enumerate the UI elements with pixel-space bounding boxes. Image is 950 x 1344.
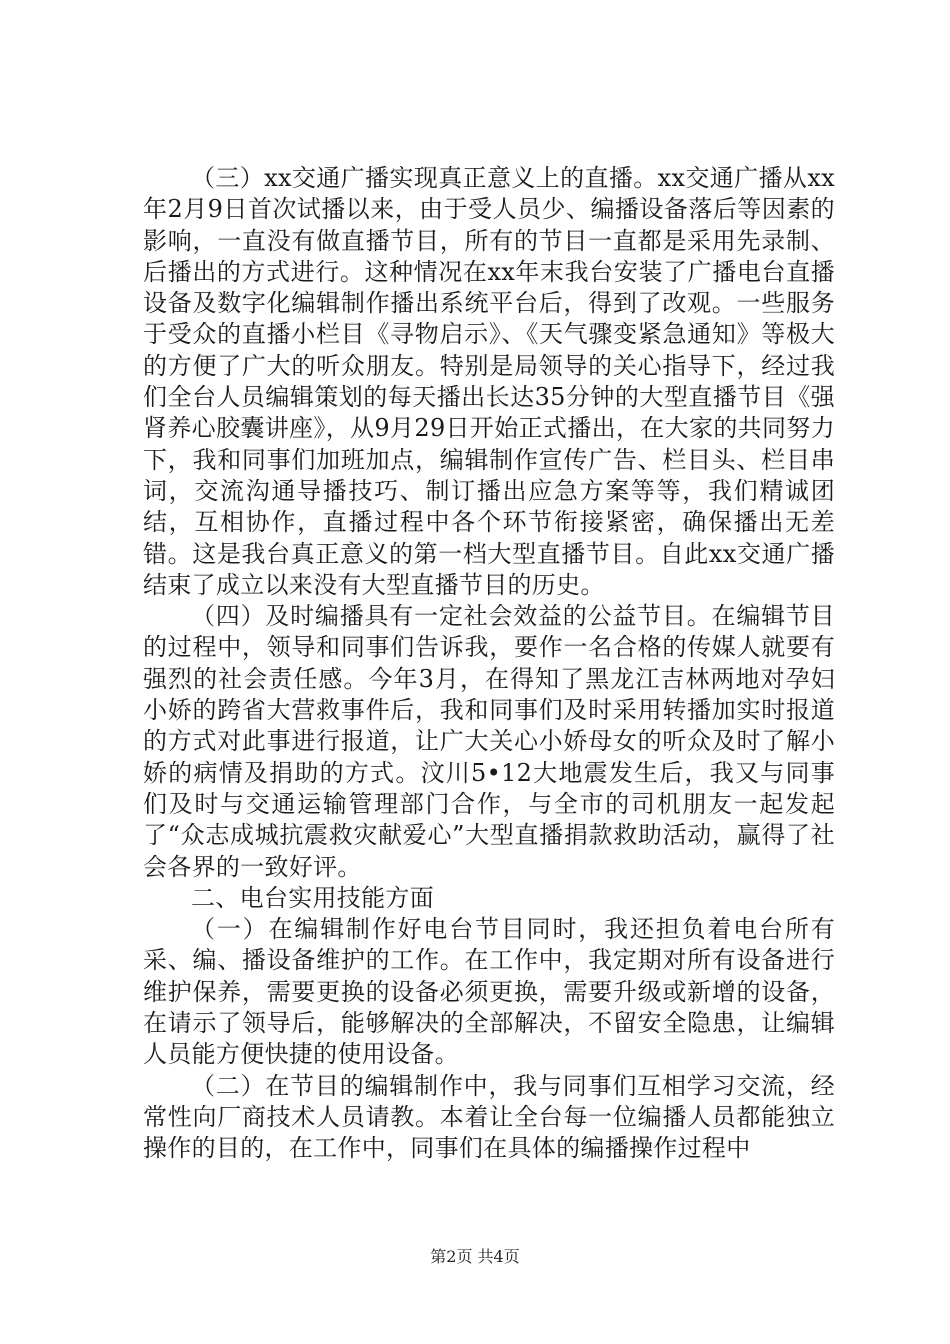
paragraph-editing-production: （二）在节目的编辑制作中，我与同事们互相学习交流，经常性向厂商技术人员请教。本着让全台每一位编播人员都能独立操作的目的，在工作中，同事们在具体的编播操作过程中 xyxy=(143,1071,835,1163)
paragraph-equipment-maintenance: （一）在编辑制作好电台节目同时，我还担负着电台所有采、编、播设备维护的工作。在工作中，我定期对所有设备进行维护保养，需要更换的设备必须更换，需要升级或新增的设备，在请示了领导后，能够解决的全部解决，不留安全隐患，让编辑人员能方便快捷的使用设备。 xyxy=(143,915,835,1069)
document-body xyxy=(143,163,835,1165)
page-footer: 第2页 共4页 xyxy=(430,1247,520,1266)
section-heading-practical-skills: 二、电台实用技能方面 xyxy=(191,883,434,912)
paragraph-live-broadcast: （三）xx交通广播实现真正意义上的直播。xx交通广播从xx年2月9日首次试播以来，由于受人员少、编播设备落后等因素的影响，一直没有做直播节目，所有的节目一直都是采用先录制、后播出的方式进行。这种情况在xx年末我台安装了广播电台直播设备及数字化编辑制作播出系统平台后，得到了改观。一些服务于受众的直播小栏目《寻物启示》、《天气骤变紧急通知》等极大的方便了广大的听众朋友。特别是局领导的关心指导下，经过我们全台人员编辑策划的每天播出长达35分钟的大型直播节目《强肾养心胶囊讲座》，从9月29日开始正式播出，在大家的共同努力下，我和同事们加班加点，编辑制作宣传广告、栏目头、栏目串词，交流沟通导播技巧、制订播出应急方案等等，我们精诚团结，互相协作，直播过程中各个环节衔接紧密，确保播出无差错。这是我台真正意义的第一档大型直播节目。自此xx交通广播结束了成立以来没有大型直播节目的历史。 xyxy=(143,164,835,599)
paragraph-public-welfare: （四）及时编播具有一定社会效益的公益节目。在编辑节目的过程中，领导和同事们告诉我，要作一名合格的传媒人就要有强烈的社会责任感。今年3月，在得知了黑龙江吉林两地对孕妇小娇的跨省大营救事件后，我和同事们及时采用转播加实时报道的方式对此事进行报道，让广大关心小娇母女的听众及时了解小娇的病情及捐助的方式。汶川5•12大地震发生后，我又与同事们及时与交通运输管理部门合作，与全市的司机朋友一起发起了“众志成城抗震救灾献爱心”大型直播捐款救助活动，赢得了社会各界的一致好评。 xyxy=(143,602,835,881)
